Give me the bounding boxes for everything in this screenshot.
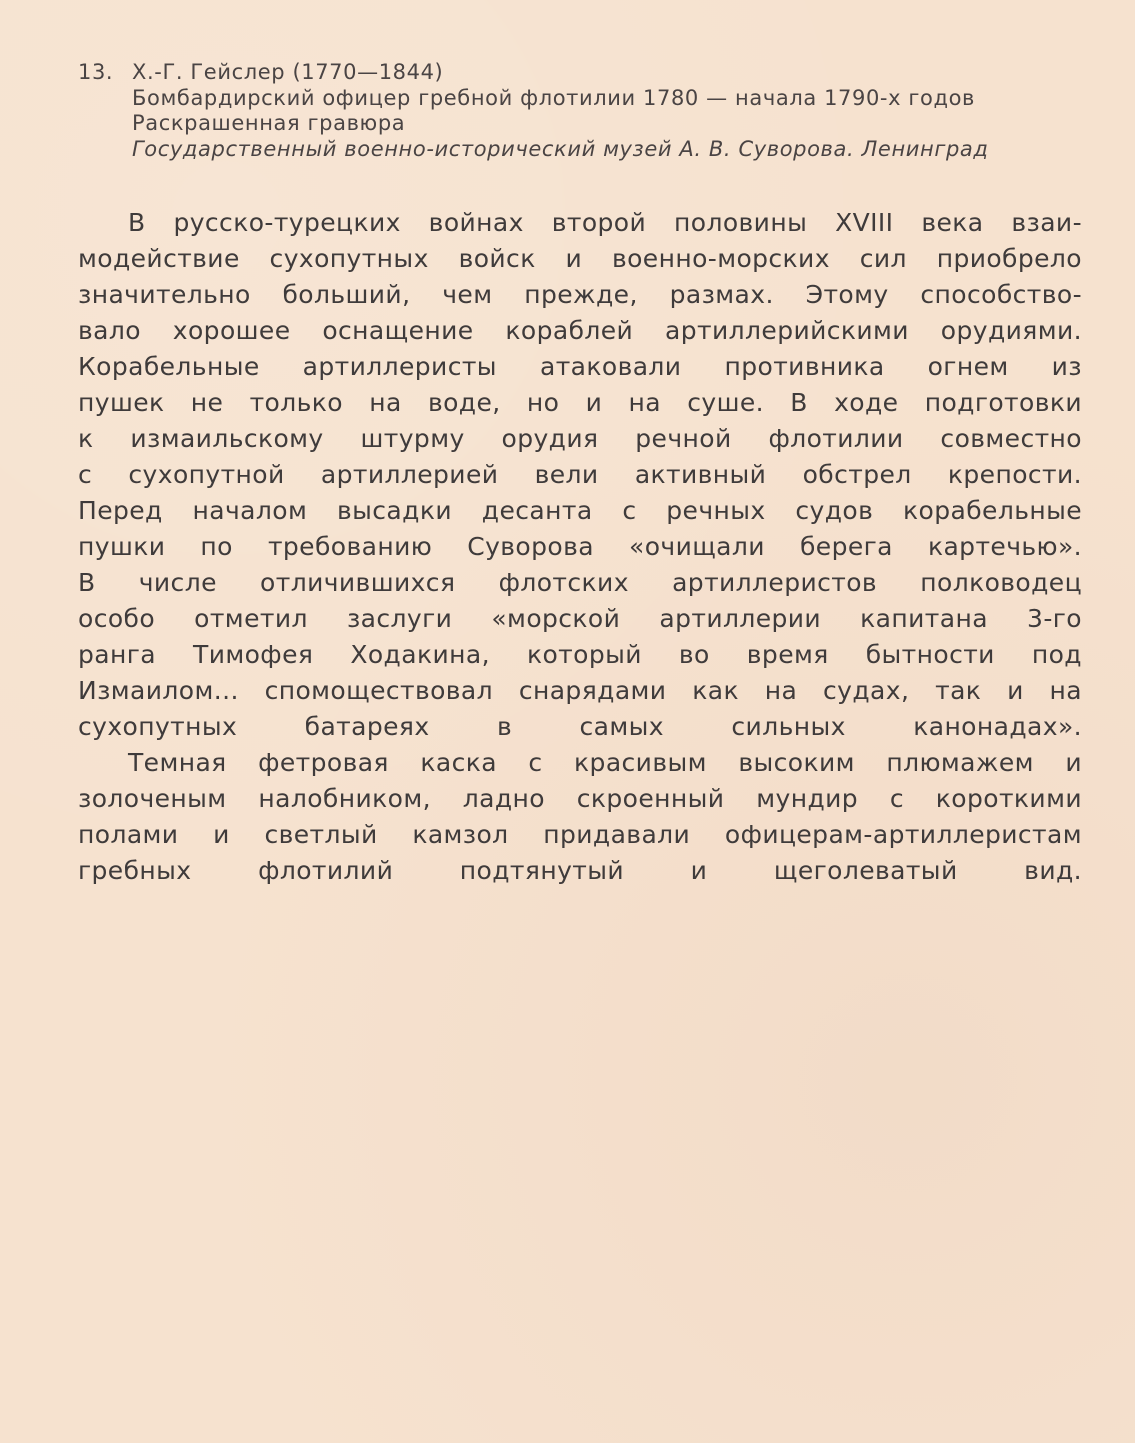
- text-line: ранга Тимофея Ходакина, который во время бытности под: [78, 640, 1082, 669]
- paragraph-1: [78, 205, 1082, 745]
- text-line: В числе отличившихся флотских артиллеристов полководец: [78, 568, 1082, 597]
- text-line: пушки по требованию Суворова «очищали берега картечью».: [78, 532, 1082, 561]
- caption-title: Бомбардирский офицер гребной флотилии 1780 — начала 1790-х годов: [132, 85, 976, 110]
- paragraph-2: [78, 745, 1082, 889]
- text-line: Темная фетровая каска с красивым высоким плюмажем и: [128, 748, 1082, 777]
- text-line: полами и светлый камзол придавали офицерам-артиллеристам: [78, 820, 1082, 849]
- text-line: значительно больший, чем прежде, размах. Этому способство-: [78, 280, 1082, 309]
- body-text: [78, 205, 1082, 889]
- illustration-caption: [78, 60, 1058, 162]
- text-line: Перед началом высадки десанта с речных судов корабельные: [78, 496, 1082, 525]
- caption-author-line: [78, 60, 1058, 86]
- text-line: В русско-турецких войнах второй половины XVIII века взаи-: [128, 208, 1082, 237]
- text-line: особо отметил заслуги «морской артиллерии капитана 3-го: [78, 604, 1082, 633]
- text-line: к измаильскому штурму орудия речной флотилии совместно: [78, 424, 1082, 453]
- text-line: сухопутных батареях в самых сильных канонадах».: [78, 712, 1082, 741]
- caption-technique: Раскрашенная гравюра: [132, 111, 406, 135]
- text-line: Корабельные артиллеристы атаковали противника огнем из: [78, 352, 1082, 381]
- caption-author: Х.-Г. Гейслер (1770—1844): [132, 60, 444, 84]
- text-line: вало хорошее оснащение кораблей артиллерийскими орудиями.: [78, 316, 1082, 345]
- text-line: Измаилом... спомоществовал снарядами как на судах, так и на: [78, 676, 1082, 705]
- caption-collection: Государственный военно-исторический музей А. В. Суворова. Ленинград: [132, 136, 989, 161]
- caption-number: 13.: [78, 60, 114, 84]
- text-line: гребных флотилий подтянутый и щеголеватый вид.: [78, 856, 1082, 885]
- text-line: пушек не только на воде, но и на суше. В ходе подготовки: [78, 388, 1082, 417]
- text-line: с сухопутной артиллерией вели активный обстрел крепости.: [78, 460, 1082, 489]
- text-line: модействие сухопутных войск и военно-морских сил приобрело: [78, 244, 1082, 273]
- text-line: золоченым налобником, ладно скроенный мундир с короткими: [78, 784, 1082, 813]
